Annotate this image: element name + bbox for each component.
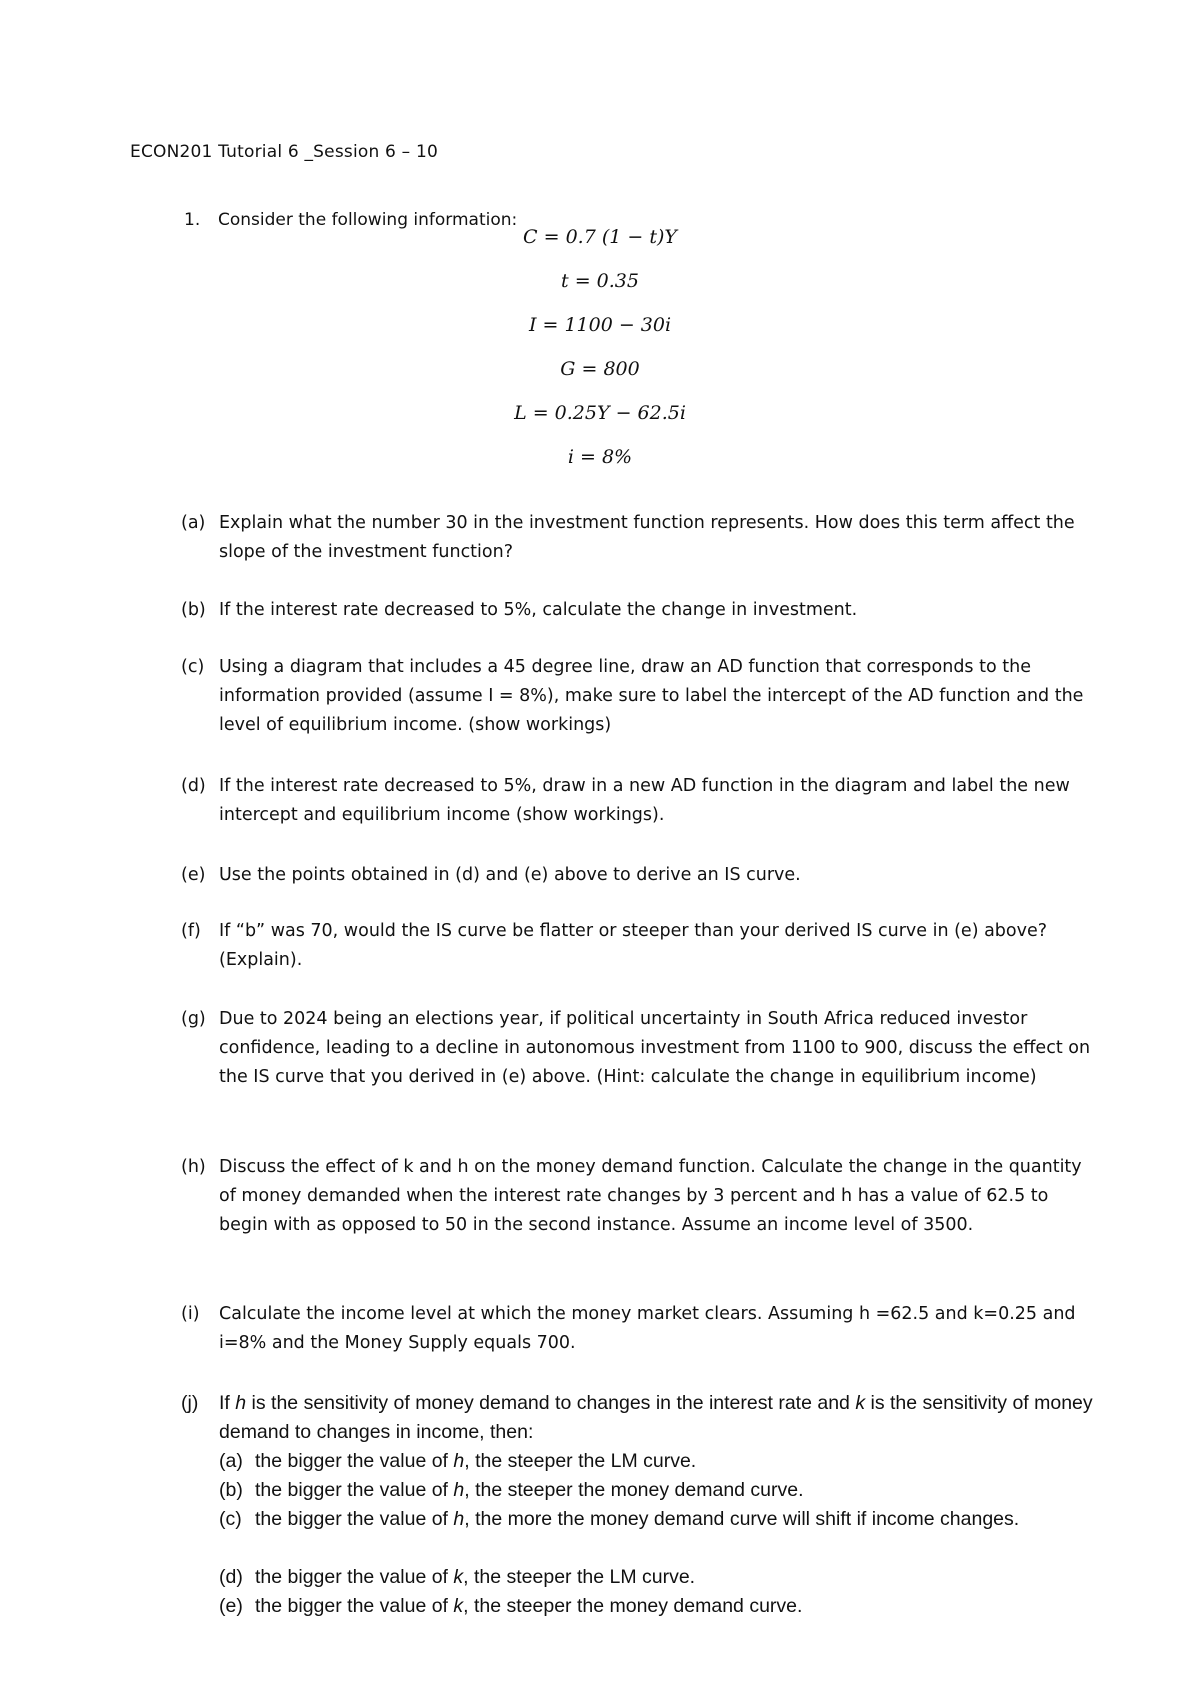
part-label: (i) xyxy=(181,1304,200,1324)
option-label: (d) xyxy=(219,1566,243,1588)
part-text: Explain what the number 30 in the investment function represents. How does this term affect the slope of the investment function? xyxy=(219,513,1075,562)
part-text: If the interest rate decreased to 5%, draw in a new AD function in the diagram and label the new intercept and equilibrium income (show workings). xyxy=(219,776,1070,825)
part-text: Discuss the effect of k and h on the money demand function. Calculate the change in the quantity of money demanded when the interest rate changes by 3 percent and h has a value of 62.5 to begin with as opposed to 50 in the second instance. Assume an income level of 3500. xyxy=(219,1157,1082,1235)
part-text: Using a diagram that includes a 45 degree line, draw an AD function that corresponds to the information provided (assume I = 8%), make sure to label the intercept of the AD function and the level of equilibrium income. (show workings) xyxy=(219,657,1084,735)
equation-government: G = 800 xyxy=(560,358,640,380)
equation-investment: I = 1100 − 30i xyxy=(528,314,672,336)
equation-interest-rate: i = 8% xyxy=(567,446,633,468)
equation-consumption: C = 0.7 (1 − t)Y xyxy=(523,226,677,248)
part-label: (f) xyxy=(181,921,201,941)
question-intro: Consider the following information: xyxy=(218,210,518,230)
part-label: (a) xyxy=(181,513,206,533)
option-text: the bigger the value of k, the steeper the money demand curve. xyxy=(255,1595,803,1617)
equation-tax-rate: t = 0.35 xyxy=(561,270,639,292)
option-text: the bigger the value of h, the steeper the LM curve. xyxy=(255,1450,697,1472)
question-number: 1. xyxy=(184,210,201,230)
option-text: the bigger the value of k, the steeper the LM curve. xyxy=(255,1566,696,1588)
option-text: the bigger the value of h, the steeper the money demand curve. xyxy=(255,1479,804,1501)
part-label: (h) xyxy=(181,1157,206,1177)
part-text: If the interest rate decreased to 5%, calculate the change in investment. xyxy=(219,600,858,620)
part-label: (c) xyxy=(181,657,205,677)
option-text: the bigger the value of h, the more the money demand curve will shift if income changes. xyxy=(255,1508,1020,1530)
part-label: (g) xyxy=(181,1009,206,1029)
part-j-stem: If h is the sensitivity of money demand to changes in the interest rate and k is the sensitivity of money demand to changes in income, then: xyxy=(219,1392,1093,1443)
part-text: Use the points obtained in (d) and (e) above to derive an IS curve. xyxy=(219,865,801,885)
part-text: If “b” was 70, would the IS curve be flatter or steeper than your derived IS curve in (e) above? (Explain). xyxy=(219,921,1048,970)
part-label: (j) xyxy=(181,1392,199,1414)
equation-money-demand: L = 0.25Y − 62.5i xyxy=(514,402,686,424)
part-label: (b) xyxy=(181,600,206,620)
page-title: ECON201 Tutorial 6 _Session 6 – 10 xyxy=(130,142,439,162)
option-label: (a) xyxy=(219,1450,243,1472)
part-label: (d) xyxy=(181,776,206,796)
option-label: (b) xyxy=(219,1479,243,1501)
part-text: Calculate the income level at which the money market clears. Assuming h =62.5 and k=0.25 and i=8% and the Money Supply equals 700. xyxy=(219,1304,1076,1353)
option-label: (e) xyxy=(219,1595,243,1617)
option-label: (c) xyxy=(219,1508,242,1530)
part-text: Due to 2024 being an elections year, if political uncertainty in South Africa reduced investor confidence, leading to a decline in autonomous investment from 1100 to 900, discuss the effect on the IS curve that you derived in (e) above. (Hint: calculate the change in equilibrium income) xyxy=(219,1009,1091,1087)
part-label: (e) xyxy=(181,865,206,885)
